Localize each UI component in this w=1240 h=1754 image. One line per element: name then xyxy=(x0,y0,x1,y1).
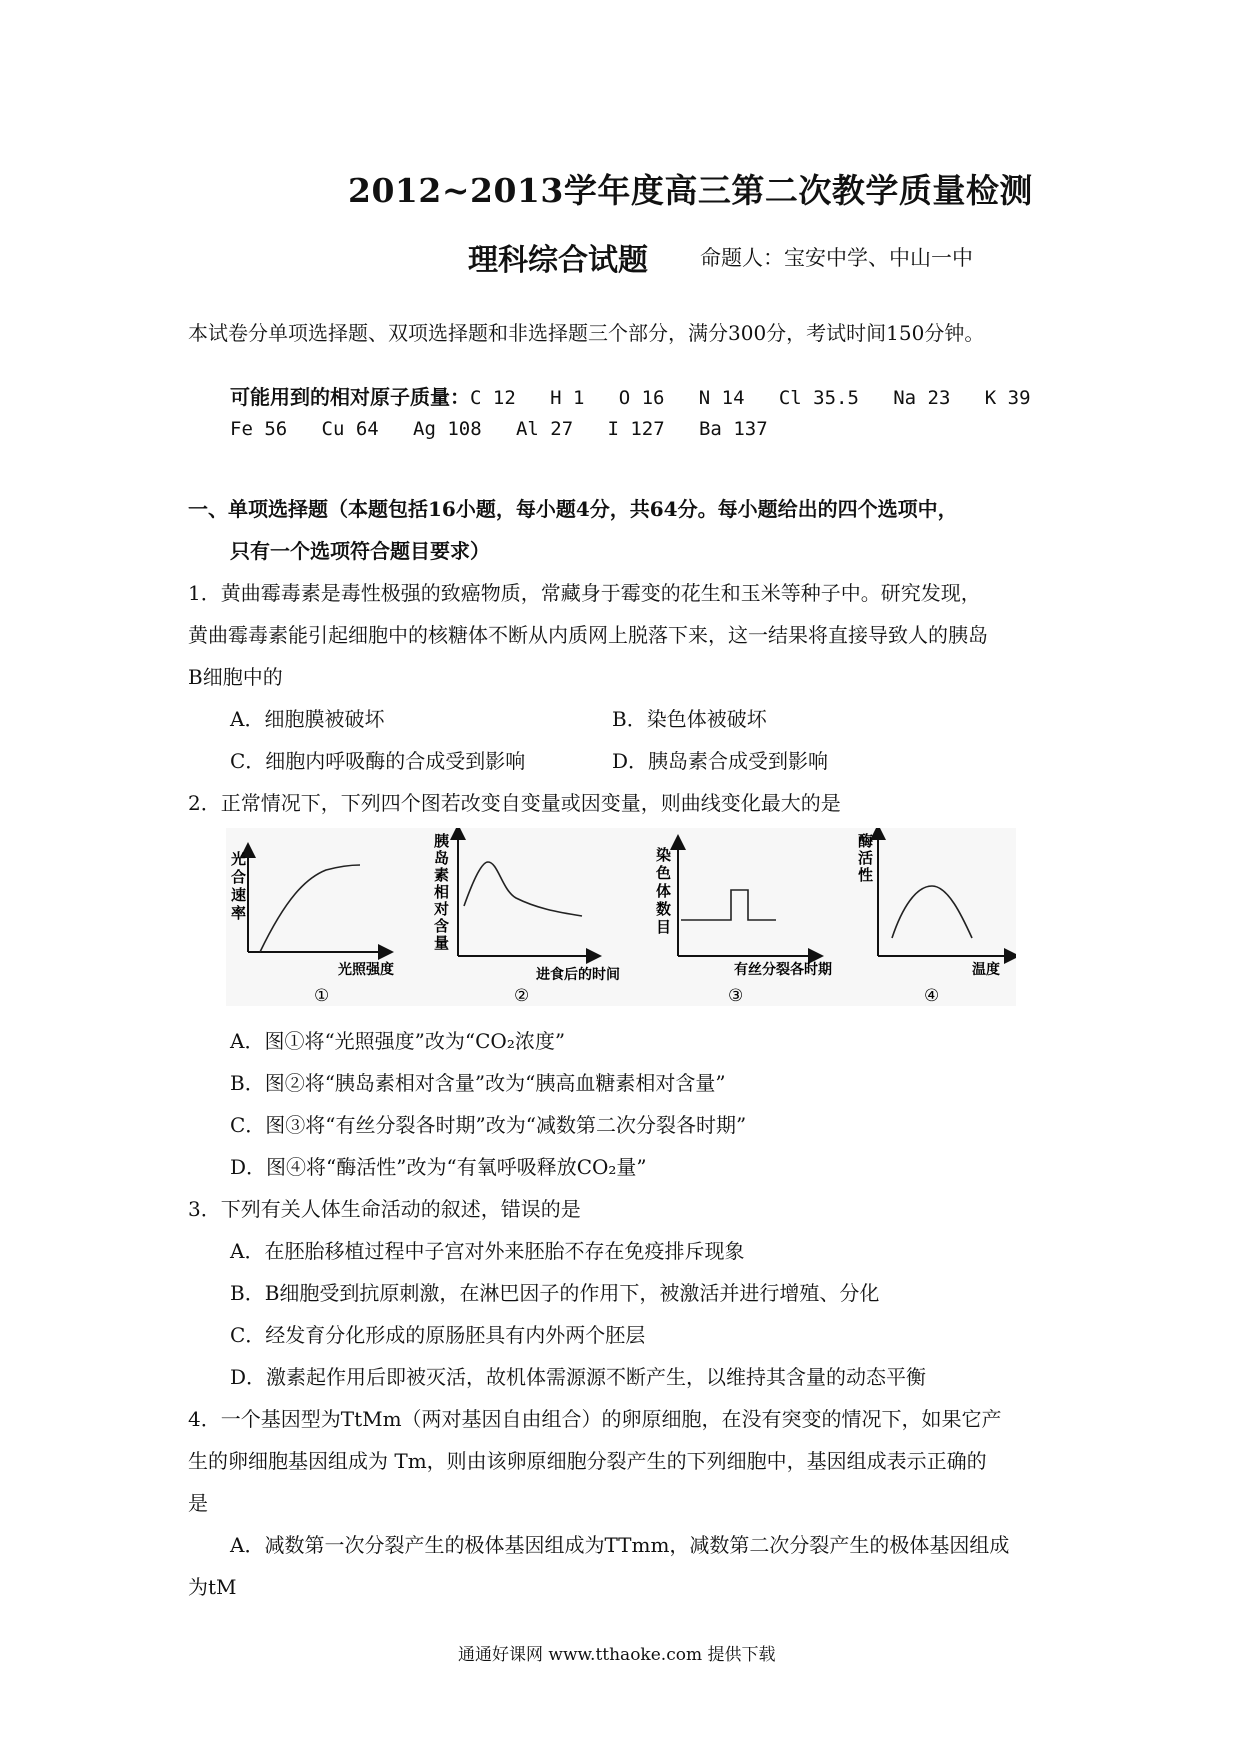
q1-stem-line1: 1．黄曲霉毒素是毒性极强的致癌物质，常藏身于霉变的花生和玉米等种子中。研究发现， xyxy=(188,581,981,605)
q2-option-a: A．图①将“光照强度”改为“CO₂浓度” xyxy=(230,1029,566,1053)
q4-stem-line2: 生的卵细胞基因组成为 Tm，则由该卵原细胞分裂产生的下列细胞中，基因组成表示正确的 xyxy=(188,1449,987,1473)
q2-option-b: B．图②将“胰岛素相对含量”改为“胰高血糖素相对含量” xyxy=(230,1071,726,1095)
figure-1 xyxy=(231,850,394,1006)
intro-text: 本试卷分单项选择题、双项选择题和非选择题三个部分，满分300分，考试时间150分钟。 xyxy=(188,321,985,345)
atomic-masses-label: 可能用到的相对原子质量： xyxy=(230,385,470,409)
fig1-xlabel: 光照强度 xyxy=(338,962,394,978)
exam-authors: 命题人：宝安中学、中山一中 xyxy=(700,246,973,270)
fig2-ylabel-5: 含 xyxy=(434,917,450,935)
fig3-ylabel-3: 数 xyxy=(656,900,672,918)
q4-option-a-line1: A．减数第一次分裂产生的极体基因组成为TTmm，减数第二次分裂产生的极体基因组成 xyxy=(230,1533,1010,1557)
q1-stem-line3: B细胞中的 xyxy=(188,665,283,689)
q4-option-a-line2: 为tM xyxy=(188,1575,237,1599)
q4-stem-line1: 4．一个基因型为TtMm（两对基因自由组合）的卵原细胞，在没有突变的情况下，如果它产 xyxy=(188,1407,1002,1431)
fig4-ylabel-2: 性 xyxy=(858,866,874,884)
exam-title: 2012~2013学年度高三第二次教学质量检测 xyxy=(348,171,1033,210)
fig2-ylabel-0: 胰 xyxy=(434,832,450,850)
fig2-ylabel-4: 对 xyxy=(434,900,450,918)
fig2-ylabel-6: 量 xyxy=(434,934,450,952)
exam-subtitle: 理科综合试题 xyxy=(468,243,648,278)
fig2-number: ② xyxy=(514,986,530,1006)
fig4-ylabel-0: 酶 xyxy=(858,832,874,850)
figure-3 xyxy=(655,842,832,1006)
fig2-xlabel: 进食后的时间 xyxy=(536,967,620,983)
q3-option-a: A．在胚胎移植过程中子宫对外来胚胎不存在免疫排斥现象 xyxy=(230,1239,745,1263)
fig3-xlabel: 有丝分裂各时期 xyxy=(734,962,832,978)
fig3-curve xyxy=(681,890,776,920)
fig1-ylabel-2: 速 xyxy=(231,886,247,904)
q2-option-c: C．图③将“有丝分裂各时期”改为“减数第二次分裂各时期” xyxy=(230,1113,747,1137)
fig2-curve xyxy=(464,862,582,916)
q3-option-d: D．激素起作用后即被灭活，故机体需源源不断产生，以维持其含量的动态平衡 xyxy=(230,1365,927,1389)
fig1-ylabel-1: 合 xyxy=(231,868,247,886)
fig2-ylabel-2: 素 xyxy=(434,866,450,884)
figure-4 xyxy=(858,832,1012,1006)
fig4-ylabel-1: 活 xyxy=(858,849,874,867)
q1-option-a: A．细胞膜被破坏 xyxy=(230,707,385,731)
q1-stem-line2: 黄曲霉毒素能引起细胞中的核糖体不断从内质网上脱落下来，这一结果将直接导致人的胰岛 xyxy=(188,623,988,647)
fig3-ylabel-1: 色 xyxy=(656,864,672,882)
fig1-number: ① xyxy=(314,986,330,1006)
fig1-curve xyxy=(260,865,360,952)
fig3-ylabel-4: 目 xyxy=(656,918,672,936)
figure-2 xyxy=(433,832,620,1006)
q1-option-b: B．染色体被破坏 xyxy=(612,707,767,731)
fig4-number: ④ xyxy=(924,986,940,1006)
q3-stem: 3．下列有关人体生命活动的叙述，错误的是 xyxy=(188,1197,581,1221)
q3-option-b: B．B细胞受到抗原刺激，在淋巴因子的作用下，被激活并进行增殖、分化 xyxy=(230,1281,880,1305)
fig1-ylabel-0: 光 xyxy=(231,850,247,868)
fig3-number: ③ xyxy=(728,986,744,1006)
fig4-xlabel: 温度 xyxy=(972,962,1000,978)
q4-stem-line3: 是 xyxy=(188,1491,208,1515)
q3-option-c: C．经发育分化形成的原肠胚具有内外两个胚层 xyxy=(230,1323,646,1347)
q2-stem: 2．正常情况下，下列四个图若改变自变量或因变量，则曲线变化最大的是 xyxy=(188,791,841,815)
section1-heading-line1: 一、单项选择题（本题包括16小题，每小题4分，共64分。每小题给出的四个选项中， xyxy=(188,497,958,521)
q1-option-c: C．细胞内呼吸酶的合成受到影响 xyxy=(230,749,526,773)
atomic-masses-line2: Fe 56 Cu 64 Ag 108 Al 27 I 127 Ba 137 xyxy=(230,418,768,440)
footer-download-note: 通通好课网 www.tthaoke.com 提供下载 xyxy=(458,1645,776,1665)
fig2-ylabel-1: 岛 xyxy=(434,849,450,867)
fig2-ylabel-3: 相 xyxy=(434,883,450,901)
fig1-ylabel-3: 率 xyxy=(231,904,247,922)
fig3-ylabel-2: 体 xyxy=(656,882,672,900)
fig4-curve xyxy=(892,886,972,938)
q2-option-d: D．图④将“酶活性”改为“有氧呼吸释放CO₂量” xyxy=(230,1155,647,1179)
section1-heading-line2: 只有一个选项符合题目要求） xyxy=(230,539,490,563)
q2-figures-svg xyxy=(226,828,1016,1006)
q1-option-d: D．胰岛素合成受到影响 xyxy=(612,749,829,773)
q2-figures xyxy=(226,828,1016,1006)
fig3-ylabel-0: 染 xyxy=(656,846,672,864)
atomic-masses-values-1: C 12 H 1 O 16 N 14 Cl 35.5 Na 23 K 39 xyxy=(470,387,1031,409)
